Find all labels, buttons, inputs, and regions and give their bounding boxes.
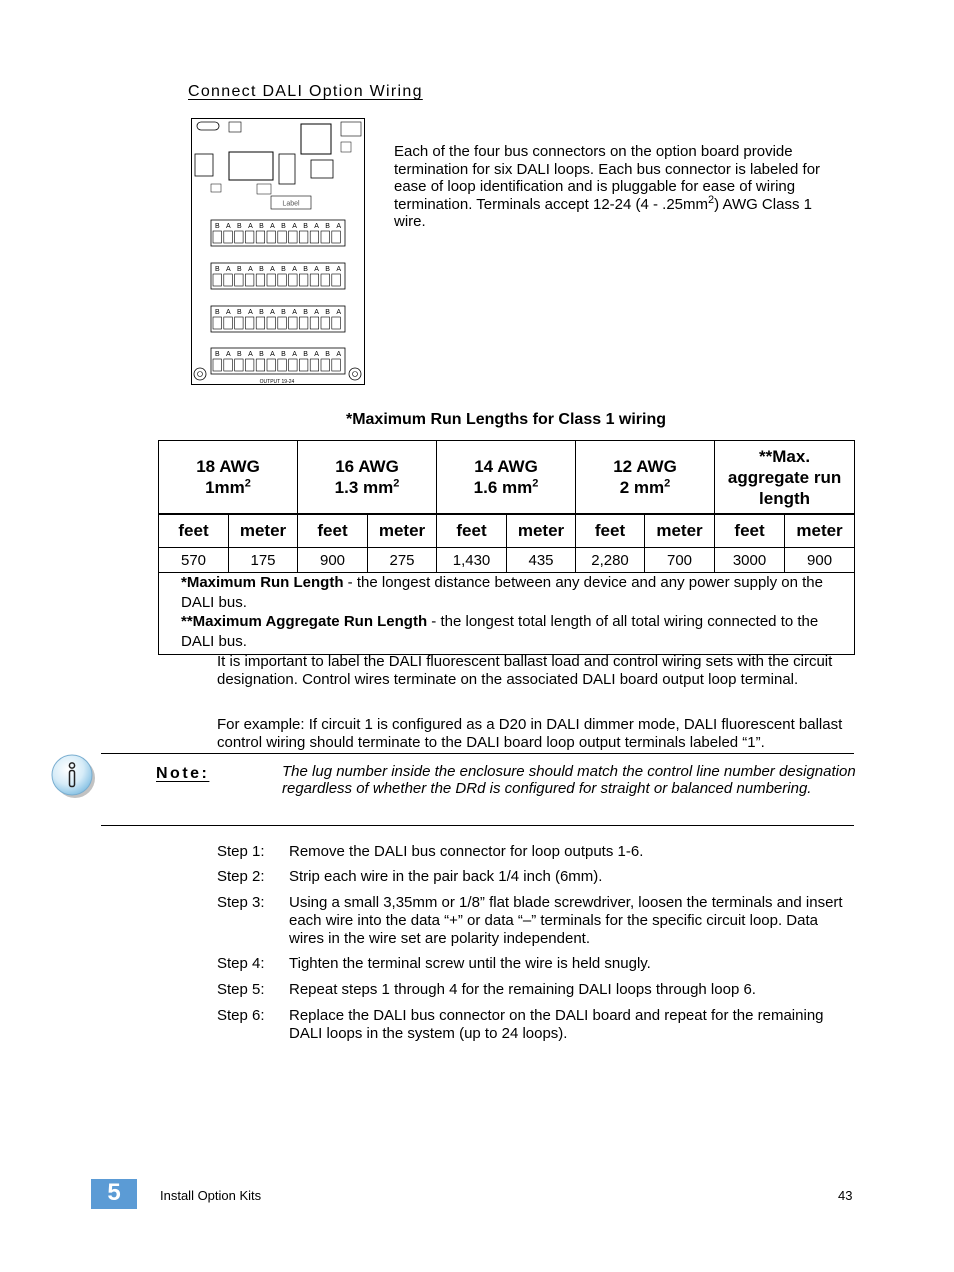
step-label: Step 3: — [217, 894, 265, 911]
step-label: Step 5: — [217, 981, 265, 998]
value-cell: 275 — [368, 548, 437, 573]
info-icon — [50, 753, 98, 801]
chapter-badge: 5 — [91, 1179, 137, 1209]
intro-paragraph — [394, 143, 834, 231]
step-label: Step 2: — [217, 868, 265, 885]
note1-definition: - the longest distance between any device and any power supply on the DALI bus. — [181, 574, 823, 611]
connector-pin-labels: B A B A B A B A B A B A — [215, 266, 341, 273]
value-cell: 2,280 — [576, 548, 645, 573]
step-item — [217, 981, 857, 999]
step-text: Strip each wire in the pair back 1/4 inch (6mm). — [289, 868, 603, 885]
unit-cell: feet — [298, 514, 368, 548]
step-item — [217, 894, 857, 948]
unit-cell: feet — [715, 514, 785, 548]
step-item — [217, 843, 857, 861]
intro-superscript: 2 — [708, 193, 715, 206]
header-max-aggregate: **Max. aggregate run length — [715, 441, 855, 515]
step-label: Step 1: — [217, 843, 265, 860]
footer-section: Install Option Kits — [160, 1188, 262, 1203]
header-18awg: 18 AWG $1mm^2$ — [159, 441, 298, 515]
step-item — [217, 868, 857, 886]
step-text: Repeat steps 1 through 4 for the remaining DALI loops through loop 6. — [289, 981, 756, 998]
note-text: The lug number inside the enclosure should match the control line number designation regardless of whether the DRd is configured for straight or balanced numbering. — [282, 763, 856, 797]
step-item — [217, 1007, 857, 1043]
unit-cell: meter — [645, 514, 715, 548]
step-text: Replace the DALI bus connector on the DALI board and repeat for the remaining DALI loops in the system (up to 24 loops). — [289, 1007, 824, 1042]
value-cell: 435 — [507, 548, 576, 573]
board-output-label: OUTPUT 19-24 — [259, 379, 295, 385]
note2-definition: - the longest total length of all total wiring connected to the DALI bus. — [181, 613, 819, 650]
unit-cell: meter — [368, 514, 437, 548]
step-item — [217, 955, 857, 973]
unit-cell: feet — [159, 514, 229, 548]
header-12awg: 12 AWG 2 $mm^2$ — [576, 441, 715, 515]
value-cell: 900 — [298, 548, 368, 573]
note-top-rule — [101, 753, 854, 754]
unit-cell: meter — [785, 514, 855, 548]
connector-pin-labels: B A B A B A B A B A B A — [215, 309, 341, 316]
unit-cell: feet — [437, 514, 507, 548]
note-label: Note: — [156, 765, 210, 782]
header-16awg: 16 AWG 1.3 $mm^2$ — [298, 441, 437, 515]
unit-cell: meter — [229, 514, 298, 548]
value-cell: 3000 — [715, 548, 785, 573]
header-14awg: 14 AWG 1.6 $mm^2$ — [437, 441, 576, 515]
dali-board-diagram — [191, 118, 365, 385]
value-cell: 700 — [645, 548, 715, 573]
run-length-table — [158, 440, 855, 655]
step-text: Using a small 3,35mm or 1/8” flat blade screwdriver, loosen the terminals and insert each wire into the data “+” or data “–” terminals for the specific circuit loop. Data wires in the wire set are polarity independent. — [289, 894, 843, 947]
paragraph-labeling: It is important to label the DALI fluorescent ballast load and control wiring sets with the circuit designation. Control wires terminate on the associated DALI board output loop terminal. — [217, 653, 833, 688]
step-text: Remove the DALI bus connector for loop outputs 1-6. — [289, 843, 644, 860]
value-cell: 1,430 — [437, 548, 507, 573]
table-notes — [159, 573, 855, 655]
unit-cell: feet — [576, 514, 645, 548]
intro-text: Each of the four bus connectors on the option board provide termination for six DALI loops. Each bus connector is labeled for ease of loop identification and is pluggable for ease of wiring termination. Terminals accept 12-24 (4 - .25mm — [394, 143, 821, 213]
note-bottom-rule — [101, 825, 854, 826]
step-label: Step 6: — [217, 1007, 265, 1024]
value-cell: 570 — [159, 548, 229, 573]
note1-term: *Maximum Run Length — [181, 574, 344, 591]
note2-term: **Maximum Aggregate Run Length — [181, 613, 428, 630]
section-title: Connect DALI Option Wiring — [188, 83, 423, 100]
unit-cell: meter — [507, 514, 576, 548]
connector-pin-labels: B A B A B A B A B A B A — [215, 351, 341, 358]
step-text: Tighten the terminal screw until the wire is held snugly. — [289, 955, 651, 972]
page-number: 43 — [838, 1188, 853, 1203]
paragraph-example: For example: If circuit 1 is configured as a D20 in DALI dimmer mode, DALI fluorescent ballast control wiring should terminate to the DALI board loop output terminals labeled “1”. — [217, 716, 843, 751]
table-caption: *Maximum Run Lengths for Class 1 wiring — [345, 411, 667, 428]
step-label: Step 4: — [217, 955, 265, 972]
board-label-text: Label — [282, 200, 300, 208]
value-cell: 900 — [785, 548, 855, 573]
value-cell: 175 — [229, 548, 298, 573]
connector-pin-labels: B A B A B A B A B A B A — [215, 223, 341, 230]
intro-text-end: ) AWG Class 1 wire. — [394, 195, 812, 230]
